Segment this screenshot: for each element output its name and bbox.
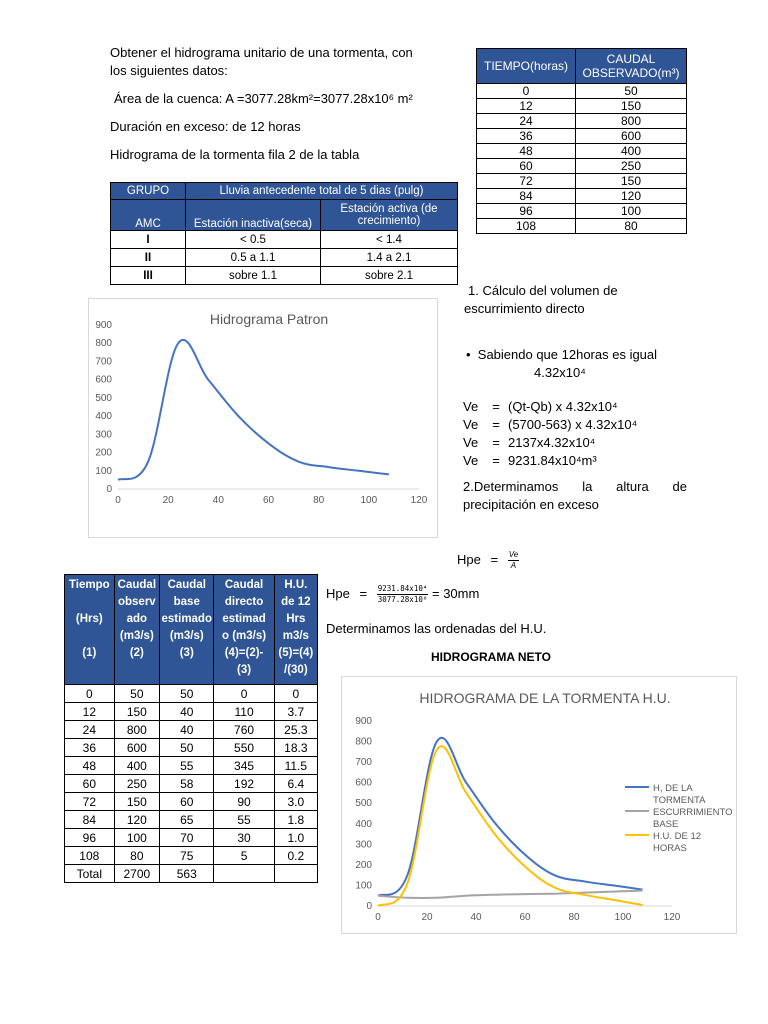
hu-cell: 6.4 [274,775,317,793]
table-row [477,204,687,219]
hu-header-line: Caudal [224,579,264,591]
amc-cell: II [111,249,186,267]
hu-header-line: (4)=(2)- [224,647,264,659]
hu-header-line: H.U. [284,579,308,591]
hu-header-line: estimado [161,613,212,625]
flow-cell: 250 [576,159,687,174]
time-cell: 96 [477,204,576,219]
table-row [477,129,687,144]
hu-cell: 550 [214,739,274,757]
hu-cell: 70 [160,829,214,847]
intro-line-2: los siguientes datos: [110,63,228,78]
ordenadas-line: Determinamos las ordenadas del H.U. [326,621,547,636]
x-tick-label: 80 [568,912,580,923]
amc-header: AMC [111,200,186,231]
table-row [477,114,687,129]
hu-header-line: estimad [222,613,266,625]
hpe-formula-2: Hpe = $\frac{\text{9231.84x10⁴}}{\text{3077.28x10⁶}}$ = 30mm [326,584,480,604]
hu-cell: 150 [114,793,159,811]
table-row [65,865,318,883]
y-tick-label: 200 [95,447,112,459]
hu-header-line: Caudal [117,579,157,591]
legend-label: HORAS [653,843,687,854]
table-row [65,775,318,793]
y-tick-label: 600 [355,777,372,789]
hu-header-cell [114,575,159,685]
ve-step-2: (5700-563) x 4.32x10⁴ [508,417,638,432]
x-tick-label: 100 [360,495,378,506]
step2-line-b: precipitación en exceso [463,497,599,512]
hu-cell: 90 [214,793,274,811]
header-time: TIEMPO(horas) [477,49,576,84]
y-tick-label: 700 [355,757,372,769]
hu-cell: 25.3 [274,721,317,739]
y-tick-label: 200 [355,859,372,871]
y-tick-label: 500 [95,392,112,404]
area-line: Área de la cuenca: A =3077.28km²=3077.28x10⁶ m² [114,91,413,106]
y-tick-label: 800 [355,736,372,748]
y-tick-label: 800 [95,338,112,350]
y-tick-label: 300 [355,839,372,851]
hu-cell: 50 [160,685,214,703]
intro-line-1: Obtener el hidrograma unitario de una tormenta, con [110,45,413,60]
legend-label: ESCURRIMIENTO [653,807,733,818]
hu-header-line: base [173,596,200,608]
table-row [477,99,687,114]
flow-cell: 150 [576,174,687,189]
amc-grupo-header: GRUPO [111,183,186,200]
x-tick-label: 60 [519,912,531,923]
table-row [111,249,458,267]
table-row [65,811,318,829]
y-tick-label: 100 [355,880,372,892]
x-tick-label: 80 [313,495,325,506]
amc-cell: III [111,267,186,285]
hu-cell: 0 [214,685,274,703]
hu-header-line: Caudal [167,579,206,591]
hu-header-line: directo [224,596,264,608]
flow-cell: 400 [576,144,687,159]
amc-lluvia-header: Lluvia antecedente total de 5 dias (pulg) [186,183,458,200]
hu-cell: 50 [160,739,214,757]
hu-header-line: (3) [179,647,194,659]
x-tick-label: 0 [375,912,381,923]
y-tick-label: 0 [366,901,372,912]
time-cell: 72 [477,174,576,189]
hu-cell: 40 [160,703,214,721]
hu-cell: 40 [160,721,214,739]
x-tick-label: 120 [410,495,428,506]
time-cell: 60 [477,159,576,174]
hu-cell: 60 [65,775,115,793]
hu-cell: 65 [160,811,214,829]
amc-cell: 0.5 a 1.1 [186,249,321,267]
hu-cell: 55 [160,757,214,775]
hu-cell [274,865,317,883]
y-tick-label: 500 [355,798,372,810]
table-row [65,829,318,847]
time-cell: 84 [477,189,576,204]
amc-cell: 1.4 a 2.1 [321,249,458,267]
bullet-icon: • [466,347,478,362]
hu-cell: 800 [114,721,159,739]
hu-cell: 11.5 [274,757,317,775]
hu-header-line: (m3/s) [119,630,154,642]
ve-lines: Ve = (Qt-Qb) x 4.32x10⁴ Ve = (5700-563) x 4.32x10⁴ Ve = 2137x4.32x10⁴ Ve = 9231.84x10⁴m³ [463,399,638,468]
hu-header-line: de 12 [281,596,311,608]
y-tick-label: 600 [95,374,112,386]
hu-cell: 58 [160,775,214,793]
table-row [65,703,318,721]
amc-cell: I [111,231,186,249]
hu-cell: 55 [214,811,274,829]
caudal-table [476,48,687,234]
hu-cell: 600 [114,739,159,757]
hu-cell: 1.0 [274,829,317,847]
hu-header-line: o (m3/s) [222,630,267,642]
hu-cell: 80 [114,847,159,865]
hu-cell: 12 [65,703,115,721]
amc-table [110,182,458,285]
hu-cell [214,865,274,883]
ve-step-1: (Qt-Qb) x 4.32x10⁴ [508,399,618,414]
step2-line-a: 2.Determinamos la altura de [463,479,687,494]
series-line-1 [378,738,643,896]
hu-cell: 120 [114,811,159,829]
table-row [111,267,458,285]
time-cell: 48 [477,144,576,159]
table-row [477,144,687,159]
hu-cell: 250 [114,775,159,793]
bullet-section [466,346,694,382]
hu-cell: 0 [65,685,115,703]
hidrograma-tormenta-svg [342,677,736,933]
hidrograma-tormenta-chart [341,676,737,934]
hu-cell: 30 [214,829,274,847]
time-cell: 108 [477,219,576,234]
hu-header-line: (1) [82,647,97,659]
ve-step-3: 2137x4.32x10⁴ [508,435,596,450]
hu-table [64,574,318,883]
hu-cell: 0.2 [274,847,317,865]
x-tick-label: 40 [212,495,224,506]
flow-cell: 100 [576,204,687,219]
table-row [65,721,318,739]
amc-activa-header: Estación activa (de crecimiento) [321,200,458,231]
time-cell: 12 [477,99,576,114]
hu-cell: 36 [65,739,115,757]
y-tick-label: 0 [106,484,112,495]
amc-cell: sobre 1.1 [186,267,321,285]
hu-cell: 345 [214,757,274,775]
y-tick-label: 400 [95,411,112,423]
legend-label: BASE [653,819,679,830]
table-row [65,739,318,757]
series-line-1 [118,340,389,480]
hu-cell: 96 [65,829,115,847]
hu-cell: 108 [65,847,115,865]
hu-cell: 24 [65,721,115,739]
time-cell: 0 [477,84,576,99]
hu-header-cell [160,575,214,685]
series-line-2 [378,891,643,898]
hu-header-cell [214,575,274,685]
hu-header-line: Tiempo [68,579,110,591]
hu-cell: 5 [214,847,274,865]
chart-title: HIDROGRAMA DE LA TORMENTA H.U. [419,690,671,706]
table-row [477,159,687,174]
hidrograma-patron-svg [89,299,437,537]
hu-cell: 48 [65,757,115,775]
y-tick-label: 900 [95,320,112,331]
hu-cell: 150 [114,703,159,721]
hu-cell: 400 [114,757,159,775]
y-tick-label: 100 [95,465,112,477]
ve-step-4: 9231.84x10⁴m³ [508,453,597,468]
hu-cell: 60 [160,793,214,811]
hu-cell: 0 [274,685,317,703]
x-tick-label: 20 [162,495,174,506]
step1-line-b: escurrimiento directo [464,301,585,316]
x-tick-label: 60 [262,495,275,506]
time-cell: 36 [477,129,576,144]
hu-cell: 192 [214,775,274,793]
bullet-line-b: 4.32x10⁴ [534,365,586,380]
hu-cell: 84 [65,811,115,829]
hu-cell: 3.0 [274,793,317,811]
hpe-formula-1: Hpe = $\frac{Ve}{A}$ [457,550,519,570]
amc-inactiva-header: Estación inactiva(seca) [186,200,321,231]
table-row [111,231,458,249]
table-row [65,757,318,775]
table-row [65,685,318,703]
bullet-line-a: Sabiendo que 12horas es igual [477,347,658,362]
step1-line-a: 1. Cálculo del volumen de [468,283,618,298]
hu-cell: Total [65,865,115,883]
legend-label: H.U. DE 12 [653,831,702,842]
hu-header-line [65,628,114,645]
hu-header-line: /(30) [284,664,308,676]
hu-cell: 3.7 [274,703,317,721]
hu-cell: 100 [114,829,159,847]
step2-section [463,478,687,514]
table-row [477,174,687,189]
y-tick-label: 700 [95,356,112,368]
hpe-value-fraction: $\frac{\text{9231.84x10⁴}}{\text{3077.28x10⁶}}$ [377,584,428,604]
header-flow: CAUDAL OBSERVADO(m³) [576,49,687,84]
hu-header-line: Hrs [286,613,306,625]
x-tick-label: 100 [614,912,632,923]
hu-header-line: ado [126,613,148,625]
hu-header-cell [65,575,115,685]
x-tick-label: 120 [663,912,681,923]
y-tick-label: 900 [355,716,372,727]
amc-cell: < 1.4 [321,231,458,249]
hu-header-line: (5)=(4) [278,647,314,659]
amc-cell: sobre 2.1 [321,267,458,285]
time-cell: 24 [477,114,576,129]
hu-header-line: m3/s [282,630,309,642]
y-tick-label: 400 [355,818,372,830]
hu-cell: 1.8 [274,811,317,829]
hu-cell: 72 [65,793,115,811]
intro-text [110,44,460,164]
hu-header-line: (2) [129,647,144,659]
hu-cell: 2700 [114,865,159,883]
x-tick-label: 20 [421,912,433,923]
flow-cell: 800 [576,114,687,129]
hu-cell: 563 [160,865,214,883]
x-tick-label: 40 [470,912,482,923]
hu-header-line: observ [117,596,156,608]
x-tick-label: 0 [115,495,121,506]
ve-label: Ve [463,399,479,414]
flow-cell: 80 [576,219,687,234]
flow-cell: 150 [576,99,687,114]
hu-cell: 110 [214,703,274,721]
amc-cell: < 0.5 [186,231,321,249]
flow-cell: 600 [576,129,687,144]
calc-section [464,282,692,318]
hu-header-line: (m3/s) [169,630,204,642]
duration-line: Duración en exceso: de 12 horas [110,119,301,134]
chart-title: Hidrograma Patron [209,311,329,327]
hu-header-line [65,594,114,611]
table-row [477,219,687,234]
hidrograma-neto-title: HIDROGRAMA NETO [431,650,551,664]
legend-label: TORMENTA [653,795,706,806]
legend-label: H, DE LA [653,783,693,794]
table-row [477,189,687,204]
hu-header-line: (3) [237,664,252,676]
hu-cell: 760 [214,721,274,739]
hidrograma-patron-chart [88,298,438,538]
hu-cell: 18.3 [274,739,317,757]
y-tick-label: 300 [95,429,112,441]
hu-header-cell [274,575,317,685]
flow-cell: 120 [576,189,687,204]
table-row [477,84,687,99]
table-row [65,793,318,811]
hu-cell: 75 [160,847,214,865]
hu-cell: 50 [114,685,159,703]
hpe-result: = 30mm [432,585,480,601]
table-row [65,847,318,865]
storm-row-line: Hidrograma de la tormenta fila 2 de la tabla [110,147,360,162]
hpe-fraction: $\frac{Ve}{A}$ [508,550,519,570]
hu-header-line: (Hrs) [75,613,103,625]
flow-cell: 50 [576,84,687,99]
